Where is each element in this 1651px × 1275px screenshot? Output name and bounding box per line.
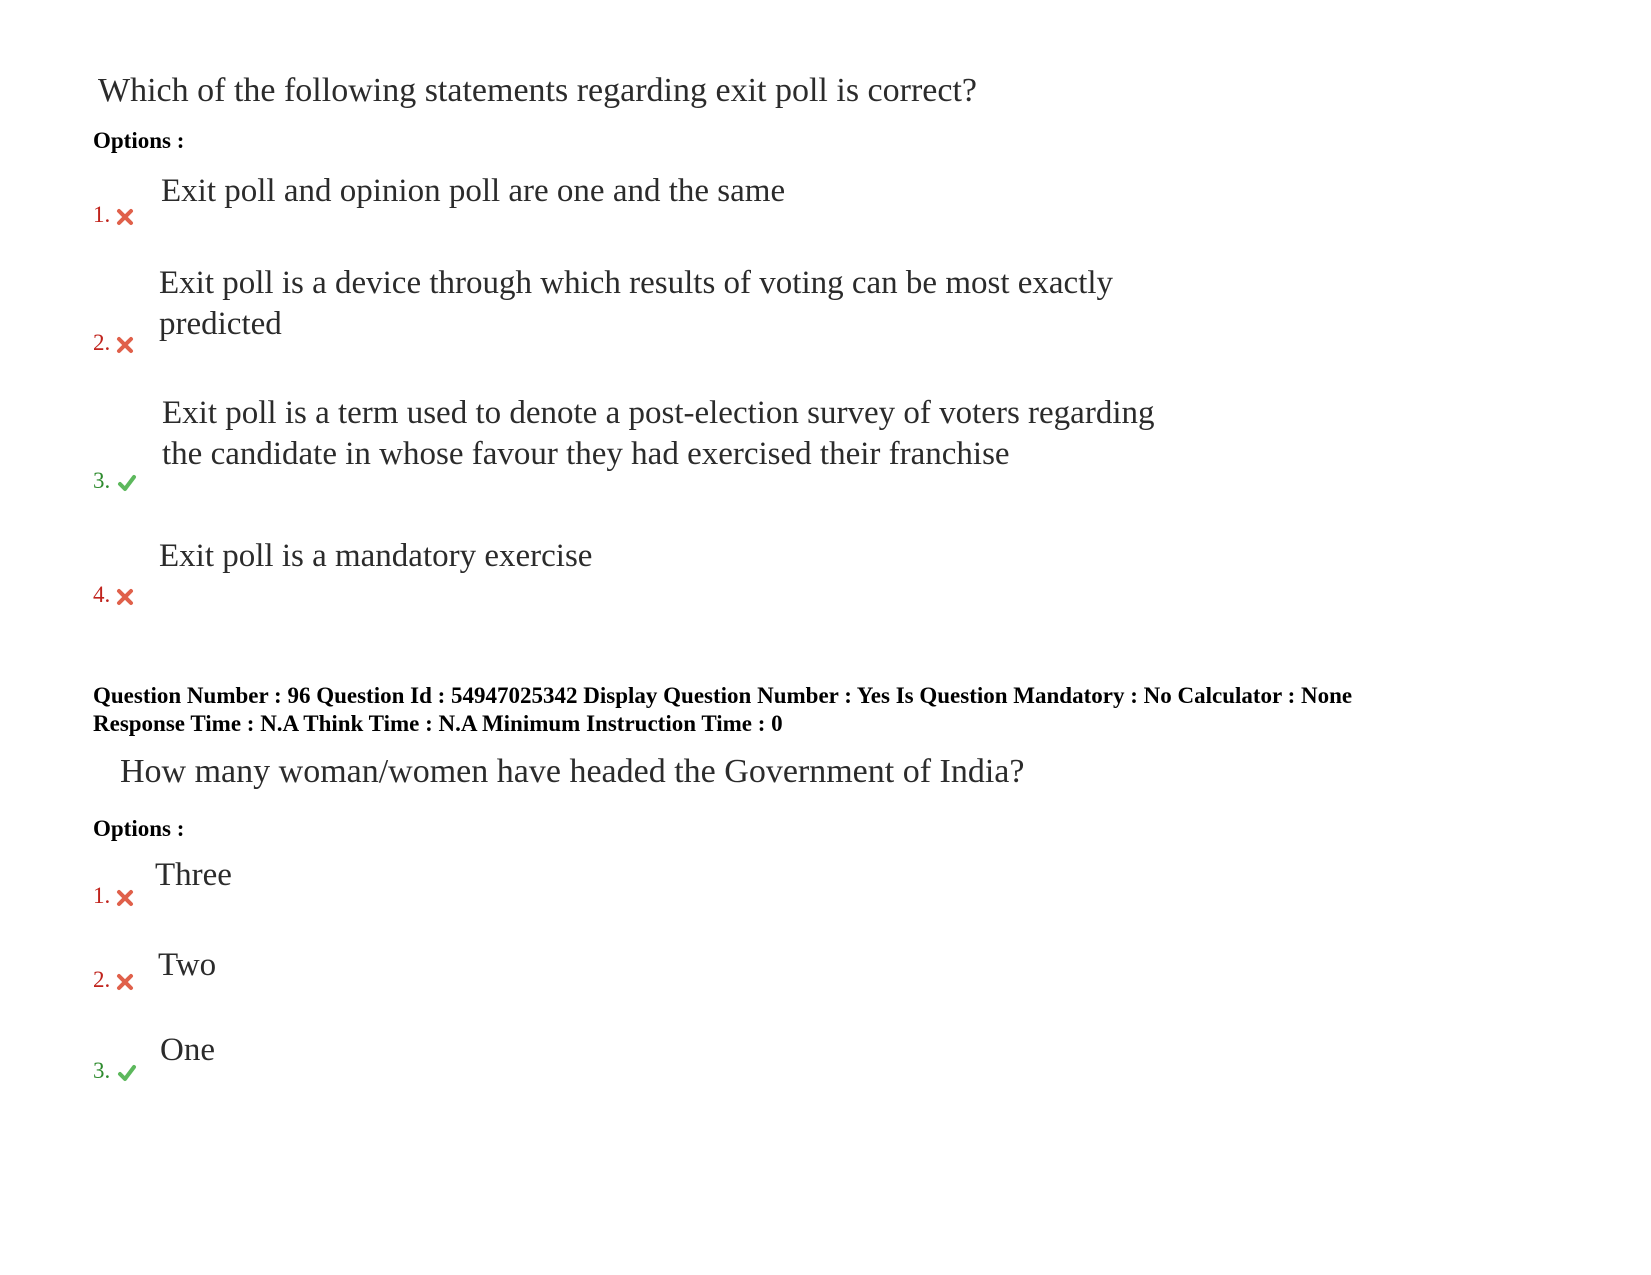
q95-option-2-number: 2.	[93, 330, 111, 355]
q96-meta	[93, 682, 1352, 738]
q95-option-2-line-2: predicted	[159, 306, 282, 342]
q96-meta-line-1: Question Number : 96 Question Id : 54947025342 Display Question Number : Yes Is Question Mandatory : No Calculator : None	[93, 683, 1353, 708]
q95-option-1-marker	[93, 202, 134, 228]
q95-option-3-number: 3.	[93, 468, 111, 493]
q96-option-3-number: 3.	[93, 1058, 111, 1083]
q95-option-4-marker	[93, 582, 134, 608]
q96-option-1-number: 1.	[93, 883, 111, 908]
cross-icon	[116, 889, 134, 907]
q96-option-1-text: Three	[155, 857, 232, 893]
q95-option-3-text	[162, 393, 1154, 475]
q96-option-2-marker	[93, 967, 134, 993]
q95-option-4-text: Exit poll is a mandatory exercise	[159, 538, 593, 574]
q95-option-1-text: Exit poll and opinion poll are one and the same	[161, 173, 786, 209]
q95-option-2-line-1: Exit poll is a device through which results of voting can be most exactly	[159, 265, 1114, 301]
q96-option-3-text: One	[160, 1032, 215, 1068]
check-icon	[116, 474, 138, 492]
q96-option-2-number: 2.	[93, 967, 111, 992]
cross-icon	[116, 336, 134, 354]
q95-option-3-marker	[93, 468, 138, 494]
q95-option-2-text	[159, 263, 1225, 345]
check-icon	[116, 1064, 138, 1082]
q95-option-3-line-2: the candidate in whose favour they had exercised their franchise	[162, 436, 1010, 472]
q95-option-1-number: 1.	[93, 202, 111, 227]
q95-option-4-number: 4.	[93, 582, 111, 607]
question-95-text: Which of the following statements regarding exit poll is correct?	[98, 72, 978, 109]
q96-meta-line-2: Response Time : N.A Think Time : N.A Minimum Instruction Time : 0	[93, 711, 783, 736]
q96-option-3-marker	[93, 1058, 138, 1084]
q95-option-3-line-1: Exit poll is a term used to denote a post-election survey of voters regarding	[162, 395, 1155, 431]
q96-option-1-marker	[93, 883, 134, 909]
cross-icon	[116, 208, 134, 226]
cross-icon	[116, 588, 134, 606]
q96-option-2-text: Two	[158, 947, 217, 983]
cross-icon	[116, 973, 134, 991]
options-label-q96: Options :	[93, 816, 185, 841]
options-label-q95: Options :	[93, 128, 185, 153]
q95-option-2-marker	[93, 330, 134, 356]
question-96-text: How many woman/women have headed the Government of India?	[120, 753, 1025, 790]
